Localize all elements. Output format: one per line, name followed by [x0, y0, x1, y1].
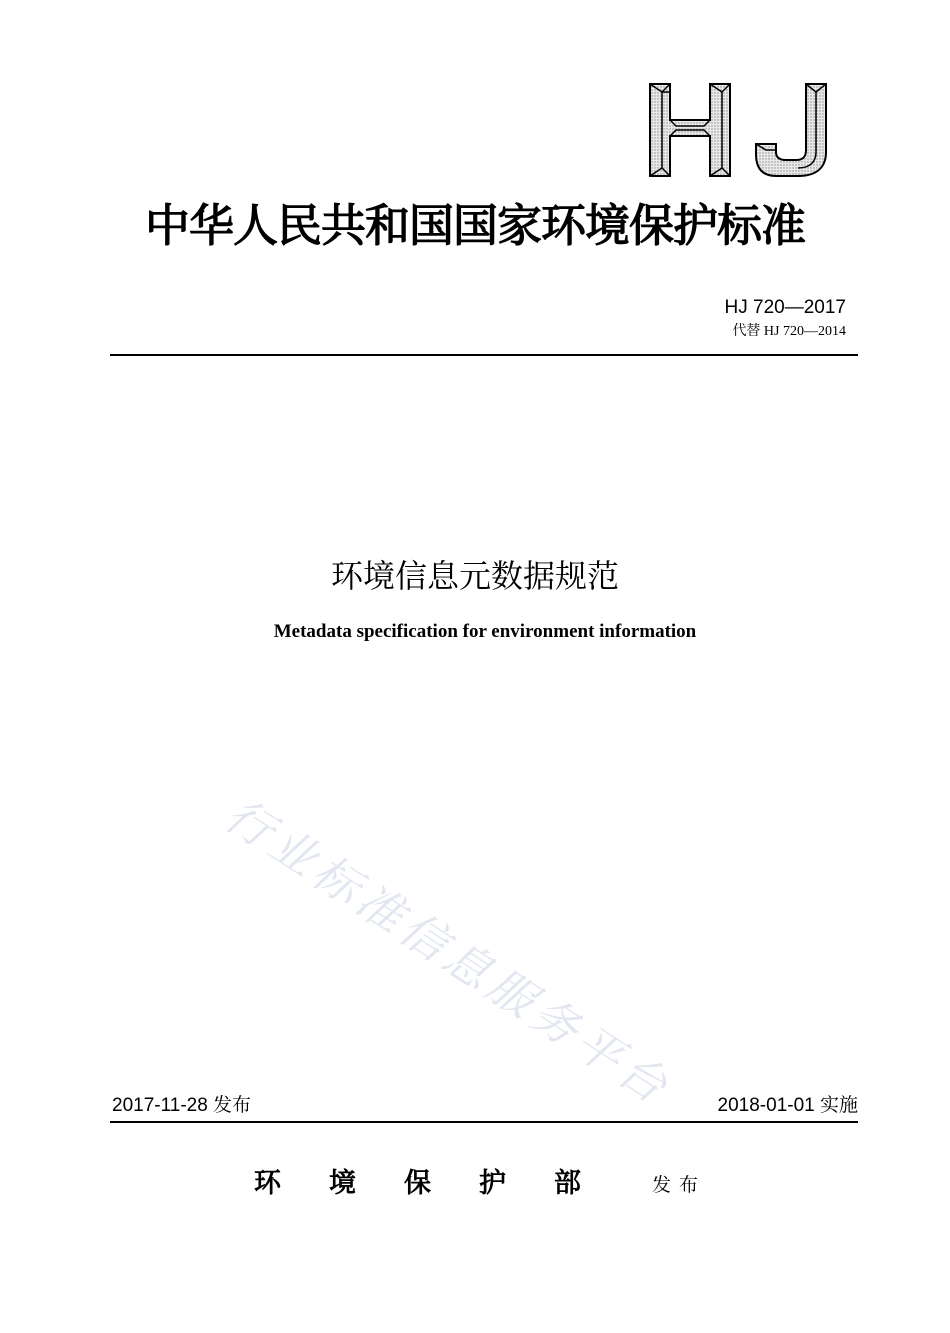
document-title-english: Metadata specification for environment information	[273, 621, 697, 642]
implementation-date: 2018-01-01 实施	[717, 1095, 858, 1116]
issuing-authority-title: 中华人民共和国国家环境保护标准	[144, 199, 805, 252]
replaces-code: 代替 HJ 720—2014	[732, 324, 846, 339]
publisher-name: 环境保护部	[254, 1168, 629, 1199]
watermark: 行业标准信息服务平台	[215, 787, 682, 1117]
document-title-chinese: 环境信息元数据规范	[330, 557, 619, 595]
hj-logo	[648, 80, 830, 180]
release-date: 2017-11-28 发布	[112, 1095, 252, 1116]
publish-label: 发布	[652, 1174, 707, 1196]
standard-code: HJ 720—2017	[724, 297, 846, 318]
header-divider	[110, 354, 858, 356]
footer-divider	[110, 1121, 858, 1123]
